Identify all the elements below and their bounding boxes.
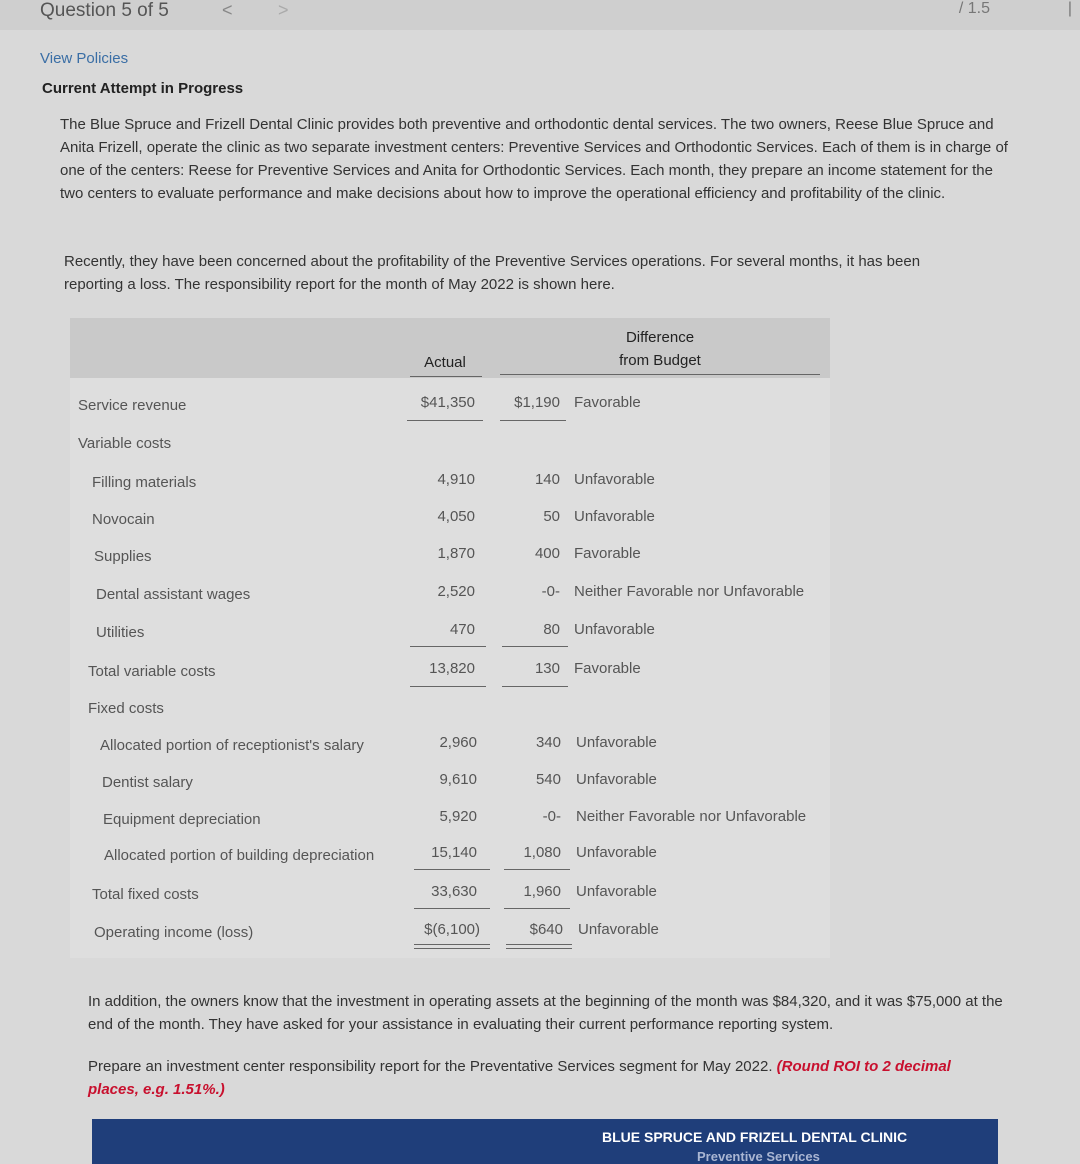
intro-paragraph: The Blue Spruce and Frizell Dental Clinic provides both preventive and orthodontic dental services. The two owners, Reese Blue Spruce and Anita Frizell, operate the clinic as two separate investment centers: Preventive Services and Orthodontic Services. Each of them is in charge of one of the centers: Reese for Preventive Services and Anita for Orthodontic Services. Each month, they prepare an income statement for the two centers to evaluate performance and make decisions about how to improve the operational efficiency and profitability of the clinic. xyxy=(60,116,1008,202)
row-label: Supplies xyxy=(94,548,152,565)
previous-question-button[interactable]: < xyxy=(222,0,233,20)
total-underline xyxy=(414,908,490,909)
variance-status: Unfavorable xyxy=(574,508,655,525)
actual-value: 2,520 xyxy=(437,583,475,600)
total-underline xyxy=(502,686,568,687)
difference-value: -0- xyxy=(541,583,560,600)
difference-value: 340 xyxy=(535,734,561,751)
difference-value: -0- xyxy=(542,808,561,825)
actual-value: $41,350 xyxy=(420,394,475,411)
difference-value: $1,190 xyxy=(514,394,560,411)
actual-value: 4,050 xyxy=(437,508,475,525)
context-paragraph: Recently, they have been concerned about the profitability of the Preventive Services operations. For several months, it has been reporting a loss. The responsibility report for the month of May 2022 is shown here. xyxy=(64,253,921,293)
view-policies-link[interactable]: View Policies xyxy=(40,50,129,67)
row-label: Dentist salary xyxy=(102,774,193,791)
actual-value: 15,140 xyxy=(431,844,477,861)
row-label: Total fixed costs xyxy=(92,886,199,903)
variance-status: Unfavorable xyxy=(578,921,659,938)
actual-value: 9,610 xyxy=(439,771,477,788)
variance-status: Unfavorable xyxy=(576,844,657,861)
actual-value: 470 xyxy=(449,621,475,638)
difference-value: 130 xyxy=(534,660,560,677)
header-underline xyxy=(500,374,820,375)
answer-table-subtitle: Preventive Services xyxy=(697,1149,820,1164)
difference-value: 1,080 xyxy=(523,844,561,861)
row-label: Total variable costs xyxy=(88,663,216,680)
menu-edge-icon[interactable]: | xyxy=(1067,0,1072,17)
column-header-from-budget: from Budget xyxy=(619,352,701,369)
total-underline xyxy=(504,908,570,909)
grand-total-double-underline xyxy=(506,944,572,949)
revenue-underline xyxy=(500,420,566,421)
row-label: Novocain xyxy=(92,511,155,528)
row-label: Operating income (loss) xyxy=(94,924,254,941)
variance-status: Favorable xyxy=(574,394,641,411)
row-label: Service revenue xyxy=(78,397,187,414)
instructions-text: Prepare an investment center responsibility report for the Preventative Services segment for May 2022. xyxy=(88,1058,773,1075)
column-header-actual: Actual xyxy=(424,354,466,371)
next-question-button[interactable]: > xyxy=(278,0,289,20)
grand-total-double-underline xyxy=(414,944,490,949)
difference-value: 1,960 xyxy=(523,883,561,900)
row-label: Equipment depreciation xyxy=(103,811,261,828)
row-label: Allocated portion of receptionist's salary xyxy=(100,737,364,754)
actual-value: 33,630 xyxy=(431,883,477,900)
variance-status: Unfavorable xyxy=(574,621,655,638)
actual-value: 4,910 xyxy=(437,471,475,488)
subtotal-underline xyxy=(502,646,568,647)
investment-paragraph: In addition, the owners know that the investment in operating assets at the beginning of the month was $84,320, and it was $75,000 at the end of the month. They have asked for your assistance in evaluating their current performance reporting system. xyxy=(88,993,1003,1033)
actual-value: 1,870 xyxy=(437,545,475,562)
section-label: Fixed costs xyxy=(88,700,164,717)
difference-value: 140 xyxy=(534,471,560,488)
variance-status: Unfavorable xyxy=(574,471,655,488)
variance-status: Neither Favorable nor Unfavorable xyxy=(576,808,807,825)
difference-value: 80 xyxy=(543,621,560,638)
row-label: Dental assistant wages xyxy=(96,586,251,603)
variance-status: Unfavorable xyxy=(576,734,657,751)
rounding-note: (Round ROI to 2 decimal places, e.g. 1.51%.) xyxy=(88,1058,951,1098)
variance-status: Unfavorable xyxy=(576,883,657,900)
row-label: Utilities xyxy=(96,624,145,641)
instructions-paragraph xyxy=(88,1055,988,1101)
responsibility-report xyxy=(70,318,830,958)
answer-table-title: BLUE SPRUCE AND FRIZELL DENTAL CLINIC xyxy=(602,1129,908,1145)
section-label: Variable costs xyxy=(78,435,172,452)
attempt-status: Current Attempt in Progress xyxy=(42,80,244,97)
actual-value: 5,920 xyxy=(439,808,477,825)
difference-value: 540 xyxy=(535,771,561,788)
question-label: Question 5 of 5 xyxy=(40,0,169,21)
revenue-underline xyxy=(407,420,483,421)
subtotal-underline xyxy=(410,646,486,647)
actual-value: 2,960 xyxy=(439,734,477,751)
variance-status: Unfavorable xyxy=(576,771,657,788)
difference-value: 50 xyxy=(543,508,560,525)
header-underline xyxy=(410,376,482,377)
subtotal-underline xyxy=(414,869,490,870)
score-indicator: / 1.5 xyxy=(958,0,990,17)
row-label: Allocated portion of building depreciation xyxy=(104,847,375,864)
subtotal-underline xyxy=(504,869,570,870)
actual-value: $(6,100) xyxy=(424,921,480,938)
difference-value: 400 xyxy=(534,545,560,562)
variance-status: Neither Favorable nor Unfavorable xyxy=(574,583,805,600)
actual-value: 13,820 xyxy=(429,660,475,677)
difference-value: $640 xyxy=(529,921,563,938)
answer-table-banner xyxy=(92,1119,998,1164)
row-label: Filling materials xyxy=(92,474,197,491)
column-header-difference: Difference xyxy=(625,329,695,346)
variance-status: Favorable xyxy=(574,545,641,562)
variance-status: Favorable xyxy=(574,660,641,677)
total-underline xyxy=(410,686,486,687)
